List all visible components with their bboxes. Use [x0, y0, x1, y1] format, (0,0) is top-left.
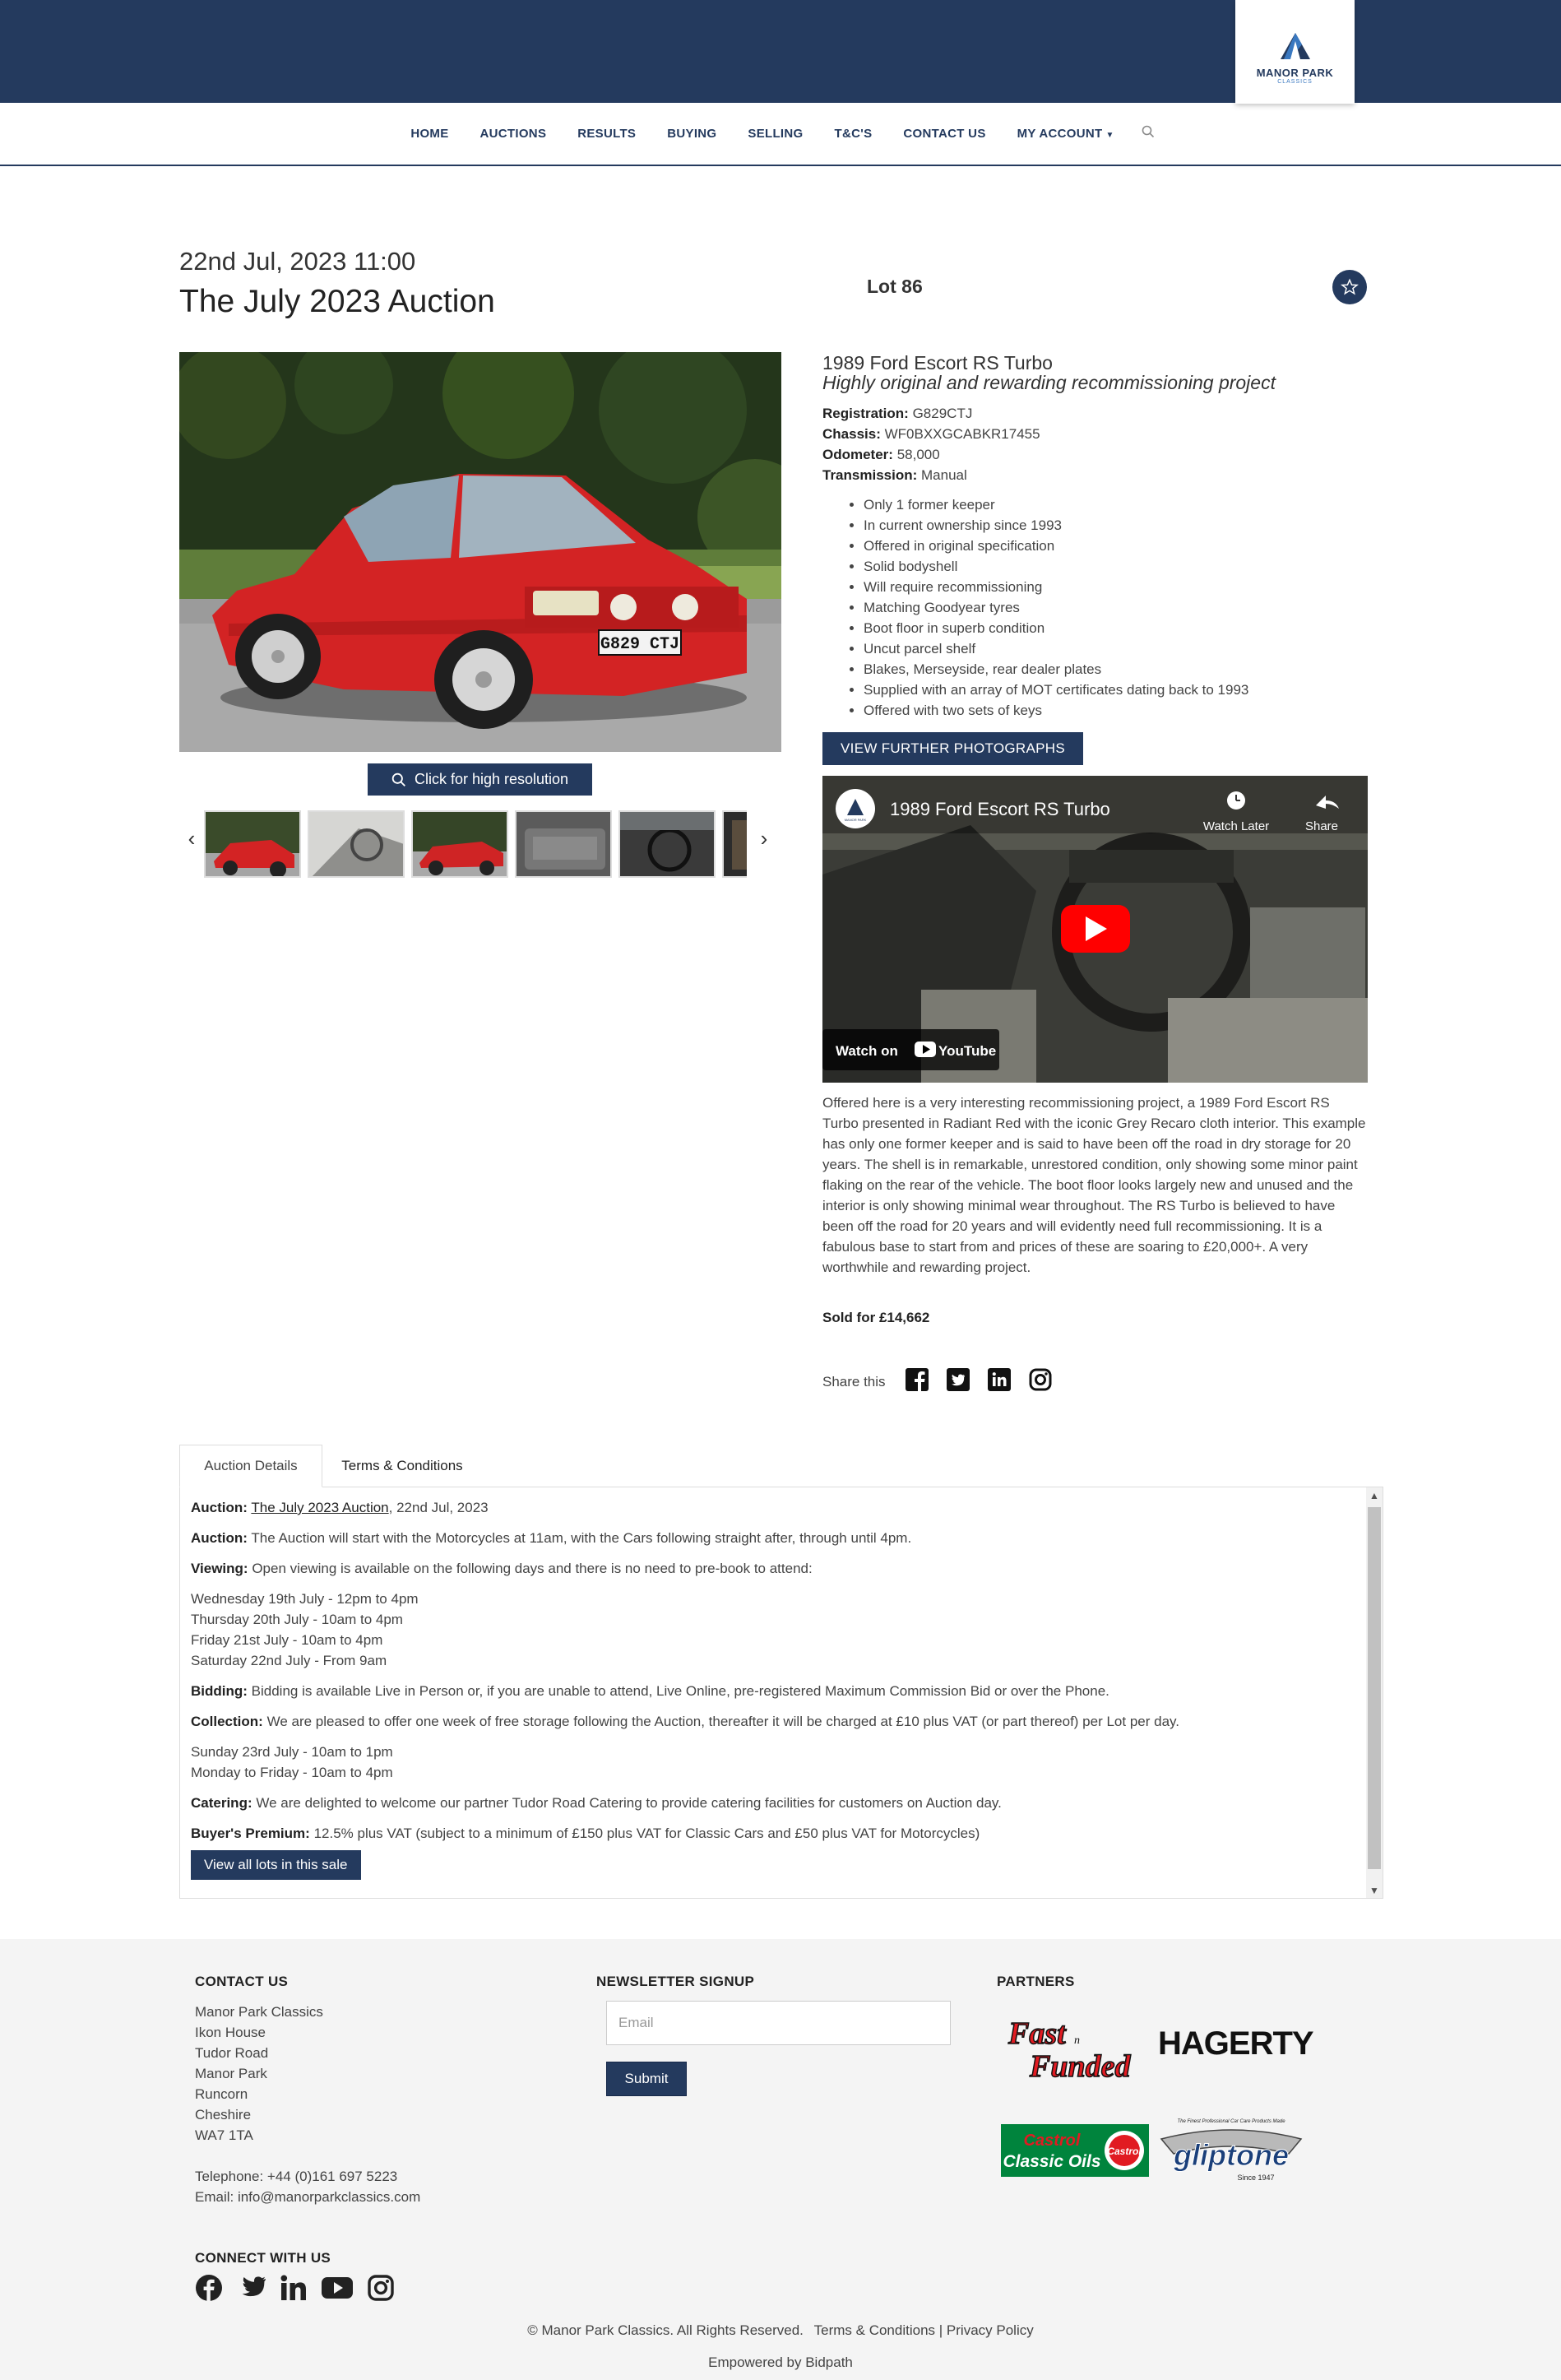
- list-item: Thursday 20th July - 10am to 4pm: [191, 1612, 403, 1627]
- scroll-up-icon[interactable]: ▲: [1369, 1490, 1379, 1501]
- nav-selling[interactable]: SELLING: [748, 127, 804, 141]
- list-item: • Solid bodyshell: [864, 556, 1248, 577]
- nav-my-account[interactable]: [1002, 127, 1130, 141]
- footer-terms-link[interactable]: Terms & Conditions: [813, 2322, 936, 2338]
- youtube-video[interactable]: [822, 776, 1368, 1083]
- nav-tcs[interactable]: T&C'S: [834, 127, 873, 141]
- number-plate: G829 CTJ: [600, 635, 680, 654]
- buyers-premium-info: Buyer's Premium: 12.5% plus VAT (subject to a minimum of £150 plus VAT for Classic Cars and £50 plus VAT for Motorcycles): [191, 1826, 980, 1841]
- thumbnail[interactable]: [411, 810, 508, 878]
- partner-castrol-logo[interactable]: [1001, 2124, 1149, 2181]
- auction-details-panel: [179, 1487, 1383, 1899]
- footer-powered-by[interactable]: Empowered by Bidpath: [708, 2354, 853, 2370]
- chevron-left-icon[interactable]: ‹: [188, 826, 196, 851]
- nav-buying[interactable]: BUYING: [667, 127, 717, 141]
- address-line: Runcorn: [195, 2086, 248, 2102]
- auction-start-info: Auction: The Auction will start with the Motorcycles at 11am, with the Cars following straight after, through until 4pm.: [191, 1530, 912, 1546]
- nav-contact[interactable]: CONTACT US: [903, 127, 986, 141]
- spec-transmission: Transmission: Manual: [822, 467, 967, 483]
- view-all-lots-button[interactable]: View all lots in this sale: [191, 1850, 361, 1880]
- chevron-right-icon[interactable]: ›: [760, 826, 768, 851]
- thumbnail[interactable]: [308, 810, 405, 878]
- footer-separator: |: [938, 2322, 943, 2338]
- tab-terms-conditions[interactable]: Terms & Conditions: [341, 1458, 463, 1473]
- list-item: Friday 21st July - 10am to 4pm: [191, 1632, 383, 1648]
- footer-partners-heading: PARTNERS: [997, 1974, 1075, 1989]
- svg-text:n: n: [1074, 2034, 1080, 2047]
- instagram-icon[interactable]: [1028, 1367, 1053, 1396]
- list-item: Saturday 22nd July - From 9am: [191, 1653, 387, 1668]
- svg-text:Castrol: Castrol: [1107, 2146, 1142, 2157]
- svg-text:Since 1947: Since 1947: [1237, 2174, 1275, 2182]
- lot-description: Offered here is a very interesting recommissioning project, a 1989 Ford Escort RS Turbo presented in Radiant Red with the iconic Grey Recaro cloth interior. This example has only one former keeper and is said to have been off the road in dry storage for 20 years. The shell is in remarkable, unrestored condition, only showing some minor paint flaking on the rear of the vehicle. The boot floor looks largely new and unused and the interior is only showing minimal wear throughout. The RS Turbo is believed to have been off the road for 20 years and will evidently need full recommissioning. It is a fabulous base to start from and prices of these are soaring to £20,000+. A very worthwhile and rewarding project.: [822, 1095, 1366, 1275]
- video-share-label[interactable]: Share: [1304, 819, 1339, 833]
- zoom-icon: [391, 772, 406, 787]
- nav-auctions[interactable]: AUCTIONS: [479, 127, 547, 141]
- high-resolution-label: Click for high resolution: [414, 771, 569, 787]
- auction-link[interactable]: The July 2023 Auction: [251, 1500, 389, 1515]
- linkedin-icon[interactable]: [987, 1367, 1012, 1396]
- list-item: • Uncut parcel shelf: [864, 638, 1248, 659]
- footer-privacy-link[interactable]: Privacy Policy: [946, 2322, 1034, 2338]
- address-line: Manor Park: [195, 2066, 267, 2081]
- list-item: Wednesday 19th July - 12pm to 4pm: [191, 1591, 419, 1607]
- address-line: Ikon House: [195, 2025, 266, 2040]
- footer-telephone[interactable]: Telephone: +44 (0)161 697 5223: [195, 2169, 398, 2184]
- panel-scrollbar[interactable]: [1366, 1487, 1383, 1899]
- viewing-days: [191, 1589, 1359, 1671]
- address-line: Manor Park Classics: [195, 2004, 323, 2020]
- list-item: Sunday 23rd July - 10am to 1pm: [191, 1744, 393, 1760]
- address-line: Tudor Road: [195, 2045, 269, 2061]
- auction-date: 22nd Jul, 2023 11:00: [179, 247, 416, 276]
- partner-fast-n-funded-logo[interactable]: [1005, 2007, 1143, 2090]
- facebook-icon[interactable]: [195, 2274, 223, 2306]
- lot-highlights: [864, 494, 1248, 721]
- logo-sub: CLASSICS: [1277, 79, 1313, 85]
- watchlist-star-button[interactable]: [1332, 270, 1367, 304]
- lot-subtitle: Highly original and rewarding recommissioning project: [822, 372, 1276, 393]
- auction-info: Auction: The July 2023 Auction, 22nd Jul, 2023: [191, 1500, 489, 1515]
- spec-chassis: Chassis: WF0BXXGCABKR17455: [822, 426, 1040, 442]
- list-item: • Matching Goodyear tyres: [864, 597, 1248, 618]
- thumbnail[interactable]: [618, 810, 716, 878]
- footer-address: [195, 2002, 420, 2207]
- video-title[interactable]: 1989 Ford Escort RS Turbo: [890, 799, 1110, 819]
- address-line: WA7 1TA: [195, 2127, 253, 2143]
- svg-text:gliptone: gliptone: [1174, 2138, 1289, 2172]
- list-item: • Blakes, Merseyside, rear dealer plates: [864, 659, 1248, 680]
- logo-mountain-icon: [1279, 31, 1312, 61]
- tab-auction-details[interactable]: Auction Details: [179, 1445, 322, 1487]
- logo-name: MANOR PARK: [1256, 67, 1334, 79]
- twitter-icon[interactable]: [946, 1367, 970, 1396]
- address-line: Cheshire: [195, 2107, 252, 2123]
- site-logo[interactable]: [1235, 0, 1355, 104]
- twitter-icon[interactable]: [238, 2276, 266, 2304]
- instagram-icon[interactable]: [368, 2275, 394, 2305]
- partner-hagerty-logo[interactable]: HAGERTY: [1158, 2025, 1313, 2062]
- scroll-thumb[interactable]: [1368, 1507, 1381, 1869]
- thumbnail[interactable]: [204, 810, 301, 878]
- footer-social-links: [195, 2274, 394, 2306]
- nav-my-account-label: MY ACCOUNT: [1017, 127, 1103, 141]
- main-car-photo[interactable]: [179, 352, 781, 752]
- list-item: Monday to Friday - 10am to 4pm: [191, 1765, 393, 1780]
- auction-title: The July 2023 Auction: [179, 284, 495, 319]
- watch-later-label[interactable]: Watch Later: [1202, 819, 1270, 833]
- list-item: • Offered with two sets of keys: [864, 700, 1248, 721]
- lot-specs: [822, 403, 1040, 485]
- spec-registration: Registration: G829CTJ: [822, 406, 973, 421]
- list-item: • Supplied with an array of MOT certificates dating back to 1993: [864, 680, 1248, 700]
- lot-title: 1989 Ford Escort RS Turbo: [822, 352, 1053, 373]
- spec-odometer: Odometer: 58,000: [822, 447, 940, 462]
- copyright-text: © Manor Park Classics. All Rights Reserved.: [527, 2322, 804, 2338]
- list-item: • In current ownership since 1993: [864, 515, 1248, 536]
- share-bar: [822, 1367, 1053, 1396]
- caret-down-icon: ▼: [1105, 131, 1114, 140]
- video-channel-name: MANOR PARK: [844, 818, 867, 822]
- linkedin-icon[interactable]: [280, 2275, 307, 2305]
- svg-text:Funded: Funded: [1030, 2049, 1131, 2084]
- viewing-info: Viewing: Open viewing is available on the following days and there is no need to pre-book to attend:: [191, 1561, 813, 1576]
- list-item: • Only 1 former keeper: [864, 494, 1248, 515]
- main-nav: [0, 103, 1561, 166]
- list-item: • Offered in original specification: [864, 536, 1248, 556]
- thumbnail-carousel: [179, 808, 781, 882]
- footer-connect-heading: CONNECT WITH US: [195, 2250, 331, 2266]
- nav-home[interactable]: HOME: [410, 127, 449, 141]
- youtube-icon[interactable]: [322, 2276, 353, 2303]
- bidding-info: Bidding: Bidding is available Live in Person or, if you are unable to attend, Live Online, pre-registered Maximum Commission Bid or over the Phone.: [191, 1683, 1109, 1699]
- youtube-wordmark: YouTube: [938, 1043, 997, 1059]
- svg-text:Fast: Fast: [1008, 2016, 1066, 2051]
- search-icon[interactable]: [1130, 125, 1166, 142]
- list-item: • Boot floor in superb condition: [864, 618, 1248, 638]
- thumbnail[interactable]: [722, 810, 747, 878]
- footer-copyright: [0, 2322, 1561, 2339]
- facebook-icon[interactable]: [905, 1367, 929, 1396]
- newsletter-email-input[interactable]: [606, 2001, 951, 2045]
- svg-text:The Finest Professional Car Ca: The Finest Professional Car Care Products Made: [1177, 2119, 1285, 2124]
- high-resolution-button[interactable]: [368, 763, 592, 796]
- collection-info: Collection: We are pleased to offer one week of free storage following the Auction, thereafter it will be charged at £10 plus VAT (or part thereof) per Lot per day.: [191, 1714, 1179, 1729]
- footer-contact-heading: CONTACT US: [195, 1974, 289, 1989]
- footer-newsletter-heading: NEWSLETTER SIGNUP: [596, 1974, 755, 1989]
- thumbnail-strip: [202, 808, 747, 882]
- svg-text:Castrol: Castrol: [1023, 2132, 1081, 2150]
- auction-tabs: [179, 1445, 1383, 1487]
- thumbnail[interactable]: [515, 810, 612, 878]
- scroll-down-icon[interactable]: ▼: [1369, 1885, 1379, 1896]
- newsletter-submit-button[interactable]: Submit: [606, 2062, 687, 2096]
- collection-days: [191, 1742, 1359, 1783]
- partner-gliptone-logo[interactable]: [1157, 2114, 1305, 2191]
- list-item: • Will require recommissioning: [864, 577, 1248, 597]
- sold-price: Sold for £14,662: [822, 1310, 930, 1325]
- svg-text:Classic Oils: Classic Oils: [1003, 2152, 1101, 2171]
- star-icon: [1341, 278, 1359, 296]
- lot-number: Lot 86: [867, 276, 923, 297]
- footer-email[interactable]: Email: info@manorparkclassics.com: [195, 2189, 421, 2205]
- catering-info: Catering: We are delighted to welcome our partner Tudor Road Catering to provide catering facilities for customers on Auction day.: [191, 1795, 1002, 1811]
- share-label: Share this: [822, 1373, 886, 1389]
- watch-on-label[interactable]: Watch on: [836, 1043, 898, 1059]
- nav-results[interactable]: RESULTS: [577, 127, 637, 141]
- view-further-photographs-button[interactable]: VIEW FURTHER PHOTOGRAPHS: [822, 732, 1083, 765]
